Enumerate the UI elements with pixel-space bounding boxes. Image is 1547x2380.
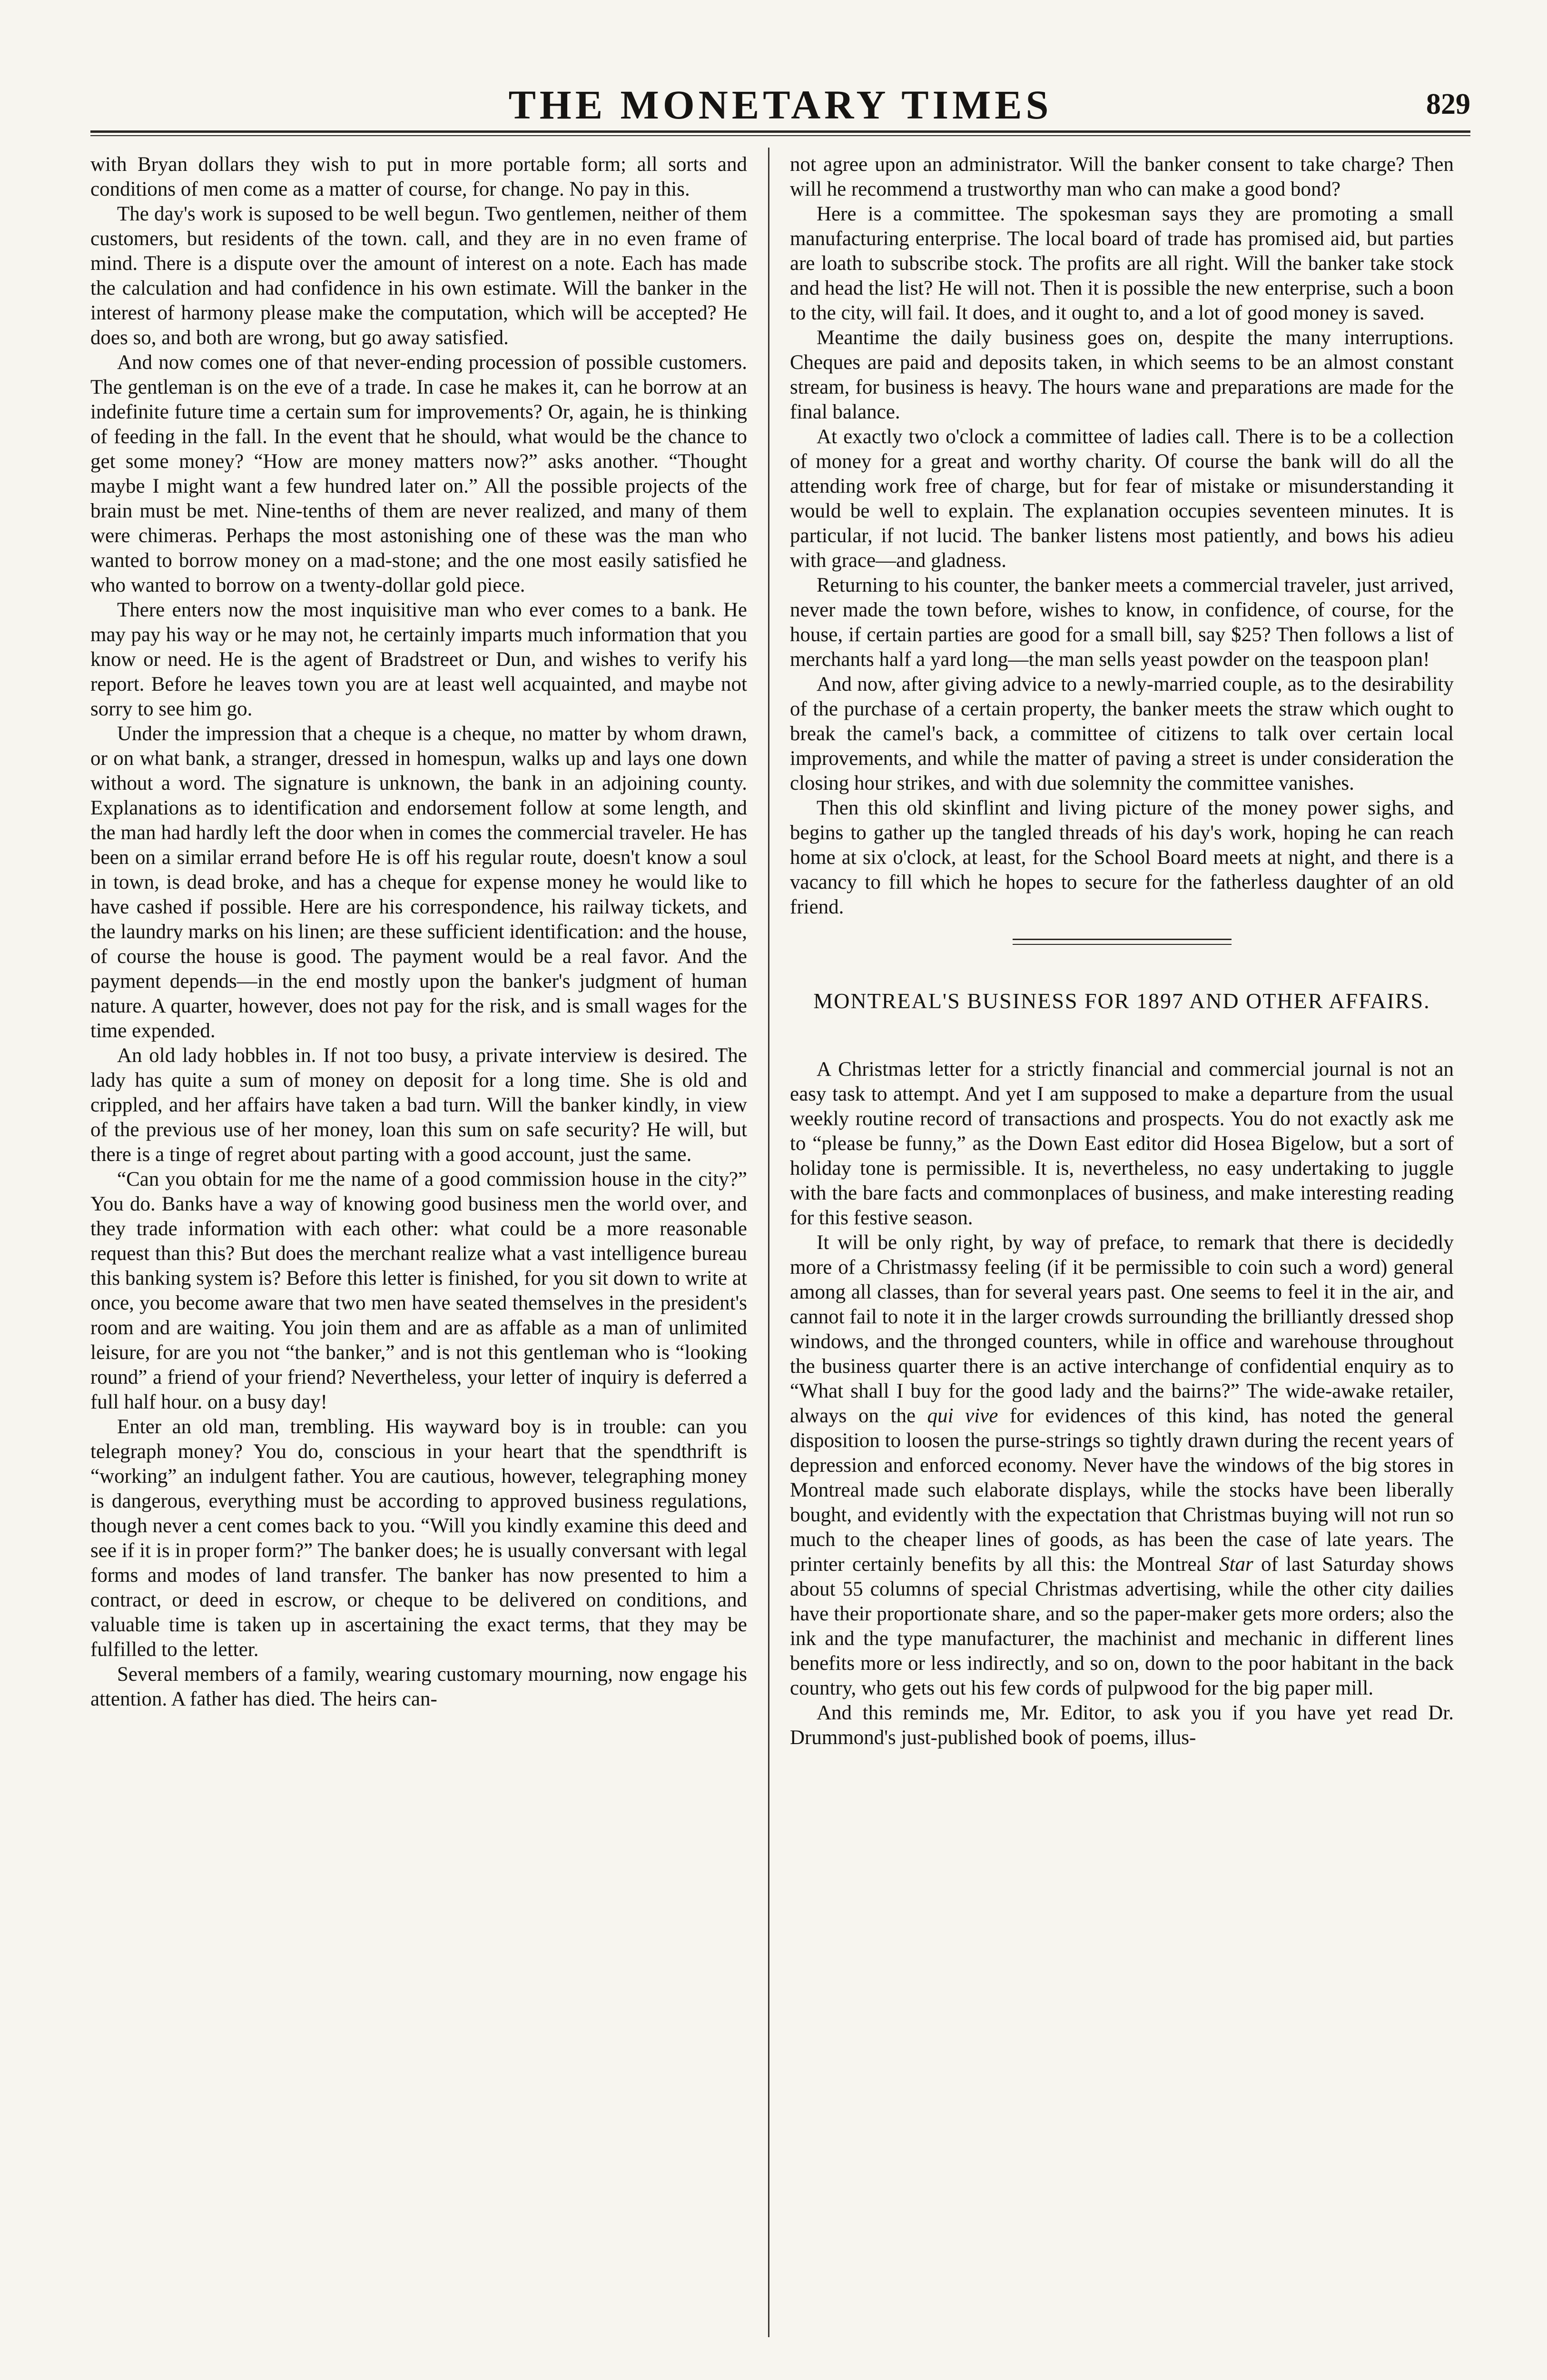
paragraph: not agree upon an administrator. Will the banker consent to take charge? Then will he recommend a trustworthy man who can make a good bond? xyxy=(790,153,1454,200)
masthead xyxy=(90,71,1470,133)
paragraph: with Bryan dollars they wish to put in more portable form; all sorts and conditions of men come as a matter of course, for change. No pay in this. xyxy=(90,153,747,200)
paragraph: Under the impression that a cheque is a cheque, no matter by whom drawn, or on what bank, a stranger, dressed in homespun, walks up and lays one down without a word. The signature is unknown, the bank in an adjoining county. Explanations as to identification and endorsement follow at some length, and the man had hardly left the door when in comes the commercial traveler. He has been on a similar errand before He is off his regular route, doesn't know a soul in town, is dead broke, and has a cheque for expense money he would like to have cashed if possible. Here are his correspondence, his railway tickets, and the laundry marks on his linen; are these sufficient identification: and the house, of course the house is good. The payment would be a real favor. And the payment depends—in the end mostly upon the banker's judgment of human nature. A quarter, however, does not pay for the risk, and is small wages for the time expended. xyxy=(90,723,747,1042)
paragraph: And now, after giving advice to a newly-married couple, as to the desirability of the purchase of a certain property, the banker meets the straw which ought to break the camel's back, a committee of citizens to talk over certain local improvements, and while the matter of paving a street is under consideration the closing hour strikes, and with due solemnity the committee vanishes. xyxy=(790,673,1454,794)
paragraph: Meantime the daily business goes on, despite the many interruptions. Cheques are paid and deposits taken, in which seems to be an almost constant stream, for business is heavy. The hours wane and preparations are made for the final balance. xyxy=(790,327,1454,423)
column-divider xyxy=(768,148,769,2337)
paragraph: And now comes one of that never-ending procession of possible customers. The gentleman is on the eve of a trade. In case he makes it, can he borrow at an indefinite future time a certain sum for improvements? Or, again, he is thinking of feeding in the fall. In the event that he should, what would be the chance to get some money? “How are money matters now?” asks another. “Thought maybe I might want a few hundred later on.” All the possible projects of the brain must be met. Nine-tenths of them are never realized, and many of them were chimeras. Perhaps the most astonishing one of these was the man who wanted to borrow money on a mad-stone; and the one most easily satisfied he who wanted to borrow on a twenty-dollar gold piece. xyxy=(90,351,747,596)
left-column xyxy=(90,152,747,2351)
paragraph: “Can you obtain for me the name of a good commission house in the city?” You do. Banks have a way of knowing good business men the world over, and they trade information with each other: what could be a more reasonable request than this? But does the merchant realize what a vast intelligence bureau this banking system is? Before this letter is finished, for you sit down to write at once, you become aware that two men have seated themselves in the president's room and are waiting. You join them and are as affable as a man of unlimited leisure, for are you not “the banker,” and is not this gentleman who is “looking round” a friend of your friend? Nevertheless, your letter of inquiry is deferred a full half hour. on a busy day! xyxy=(90,1168,747,1413)
paragraph: A Christmas letter for a strictly financial and commercial journal is not an easy task to attempt. And yet I am supposed to make a departure from the usual weekly routine record of transactions and prospects. You do not exactly ask me to “please be funny,” as the Down East editor did Hosea Bigelow, but a sort of holiday tone is permissible. It is, nevertheless, no easy undertaking to juggle with the bare facts and commonplaces of business, and make interesting reading for this festive season. xyxy=(790,1058,1454,1229)
paragraph: Several members of a family, wearing customary mourning, now engage his attention. A father has died. The heirs can- xyxy=(90,1663,747,1710)
paragraph: Enter an old man, trembling. His wayward boy is in trouble: can you telegraph money? You do, conscious in your heart that the spendthrift is “working” an indulgent father. You are cautious, however, telegraphing money is dangerous, everything must be according to approved business regulations, though never a cent comes back to you. “Will you kindly examine this deed and see if it is in proper form?” The banker does; he is usually conversant with legal forms and modes of land transfer. The banker has now presented to him a contract, or deed in escrow, or cheque to be delivered on conditions, and valuable time is taken up in ascertaining the exact terms, that they may be fulfilled to the letter. xyxy=(90,1416,747,1661)
paragraph: An old lady hobbles in. If not too busy, a private interview is desired. The lady has quite a sum of money on deposit for a long time. She is old and crippled, and her affairs have taken a bad turn. Will the banker kindly, in view of the previous use of her money, loan this sum on safe security? He will, but there is a tinge of regret about parting with a good account, just the same. xyxy=(90,1044,747,1166)
paragraph: And this reminds me, Mr. Editor, to ask you if you have yet read Dr. Drummond's just-published book of poems, illus- xyxy=(790,1702,1454,1749)
italic-text: qui vive xyxy=(927,1405,998,1427)
paragraph: The day's work is suposed to be well begun. Two gentlemen, neither of them customers, but residents of the town. call, and they are in no even frame of mind. There is a dispute over the amount of interest on a note. Each has made the calculation and had confidence in his own estimate. Will the banker in the interest of harmony please make the computation, which will be accepted? He does so, and both are wrong, but go away satisfied. xyxy=(90,203,747,349)
header-rule-thin xyxy=(90,135,1470,136)
section-divider xyxy=(1013,939,1232,940)
right-column xyxy=(790,152,1454,2351)
page-number: 829 xyxy=(1426,88,1470,120)
text-run: It will be only right, by way of preface, to remark that there is decidedly more of a Christmassy feeling (if it be permissible to coin such a word) general among all classes, than for several years past. One seems to feel it in the air, and cannot fail to note it in the larger crowds surrounding the brilliantly dressed shop windows, and the thronged counters, while in office and warehouse throughout the business quarter there is an active interchange of confidential enquiry as to “What shall I buy for the good lady and the bairns?” The wide-awake retailer, always on the xyxy=(790,1231,1454,1427)
paragraph xyxy=(790,1230,1454,1701)
paragraph: Returning to his counter, the banker meets a commercial traveler, just arrived, never made the town before, wishes to know, in confidence, of course, for the house, if certain parties are good for a small bill, say $25? Then follows a list of merchants half a yard long—the man sells yeast powder on the teaspoon plan! xyxy=(790,574,1454,671)
section-heading: MONTREAL'S BUSINESS FOR 1897 AND OTHER AFFAIRS. xyxy=(813,989,1430,1013)
paragraph: Then this old skinflint and living picture of the money power sighs, and begins to gather up the tangled threads of his day's work, hoping he can reach home at six o'clock, at least, for the School Board meets at night, and there is a vacancy to fill which he hopes to secure for the fatherless daughter of an old friend. xyxy=(790,797,1454,918)
text-run: of last Saturday shows about 55 columns of special Christmas advertising, while the other city dailies have their proportionate share, and so the paper-maker gets more orders; also the ink and the type manufacturer, the machinist and mechanic in different lines benefits more or less indirectly, and so on, down to the poor habitant in the back country, who gets out his few cords of pulpwood for the big paper mill. xyxy=(790,1553,1454,1699)
publication-title: THE MONETARY TIMES xyxy=(508,82,1053,128)
text-run: for evidences of this kind, has noted the general disposition to loosen the purse-strings so tightly drawn during the recent years of depression and enforced economy. Never have the windows of the big stores in Montreal made such elaborate displays, while the stocks have been liberally bought, and evidently with the expectation that Christmas buying will not run so much to the cheaper lines of goods, as has been the case of late years. The printer certainly benefits by all this: the Montreal xyxy=(790,1405,1454,1576)
paragraph: At exactly two o'clock a committee of ladies call. There is to be a collection of money for a great and worthy charity. Of course the bank will do all the attending work free of charge, but for fear of mistake or misunderstanding it would be well to explain. The explanation occupies seventeen minutes. It is particular, if not lucid. The banker listens most patiently, and bows his adieu with grace—and gladness. xyxy=(790,426,1454,572)
header-rule xyxy=(90,130,1470,133)
paragraph: There enters now the most inquisitive man who ever comes to a bank. He may pay his way or he may not, he certainly imparts much information that you know or need. He is the agent of Bradstreet or Dun, and wishes to verify his report. Before he leaves town you are at least well acquainted, and maybe not sorry to see him go. xyxy=(90,599,747,720)
section-divider-thin xyxy=(1013,944,1232,945)
italic-text: Star xyxy=(1219,1553,1253,1576)
paragraph: Here is a committee. The spokesman says they are promoting a small manufacturing enterprise. The local board of trade has promised aid, but parties are loath to subscribe stock. The profits are all right. Will the banker take stock and head the list? He will not. Then it is possible the new enterprise, such a boon to the city, will fail. It does, and it ought to, and a lot of good money is saved. xyxy=(790,203,1454,324)
